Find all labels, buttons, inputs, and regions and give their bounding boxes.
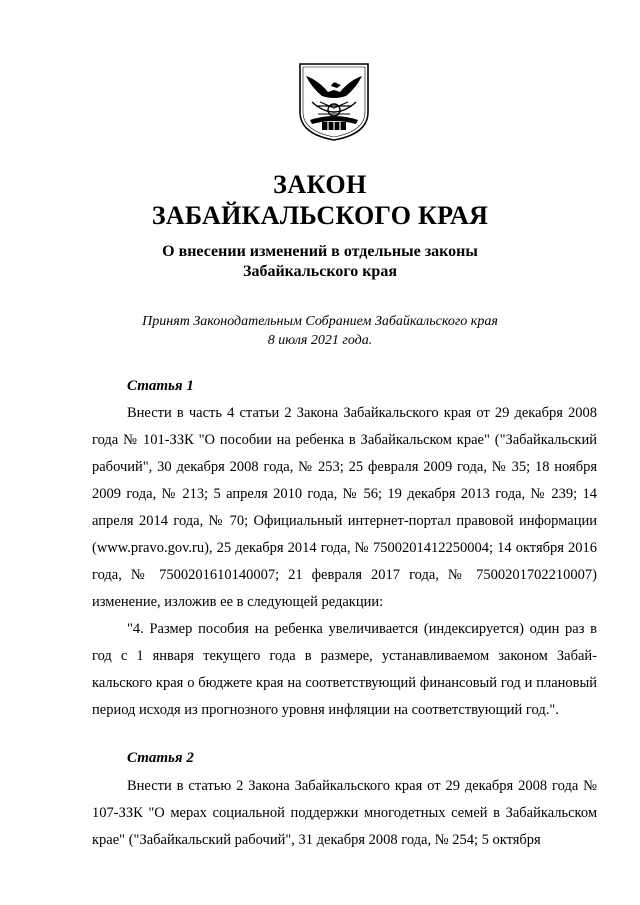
- document-subtitle: [0, 242, 640, 282]
- article-1-body: [92, 400, 597, 724]
- document-title: ЗАКОН: [273, 170, 367, 199]
- article-2-body: [92, 773, 597, 854]
- adoption-note: [0, 312, 640, 350]
- adoption-date: 8 июля 2021 года.: [267, 333, 373, 348]
- adoption-line-1: Принят Законодательным Собранием Забайкальского края: [142, 314, 498, 329]
- article-1-paragraph-2: "4. Размер пособия на ребенка увеличивается (индексируется) один раз в год с 1 января текущего года в размере, устанавливаемом законом Забайкальского края о бюджете края на соответствующий финансовый год и плановый период исходя из прогнозного уровня инфляции на соответствующий год.".: [92, 621, 597, 718]
- article-1-paragraph-1: Внести в часть 4 статьи 2 Закона Забайкальского края от 29 декабря 2008 года № 101-ЗЗК "О пособии на ребенка в Забайкальском крае" ("Забайкальский рабочий", 30 декабря 2008 года, № 253; 25 февраля 2009 года, № 35; 18 ноября 2009 года, № 213; 5 апреля 2010 года, № 56; 19 декабря 2013 года, № 239; 14 апреля 2014 года, № 70; Официальный интернет-портал правовой информации (www.pravo.gov.ru), 25 декабря 2014 года, № 7500201412250004; 14 октября 2016 года, № 7500201610140007; 21 февраля 2017 года, № 7500201702210007) изменение, изложив ее в следующей редакции:: [92, 405, 597, 610]
- article-2-paragraph-1: Внести в статью 2 Закона Забайкальского края от 29 декабря 2008 года № 107-ЗЗК "О мерах социальной поддержки многодетных семей в Забайкальском крае" ("Забайкальский рабочий", 31 декабря 2008 года, № 254; 5 октября: [92, 778, 597, 848]
- article-1-heading: Статья 1: [127, 378, 194, 394]
- coat-of-arms-emblem: [298, 62, 370, 142]
- article-2-heading: Статья 2: [127, 750, 194, 766]
- subtitle-line-1: О внесении изменений в отдельные законы: [162, 243, 478, 260]
- subtitle-line-2: Забайкальского края: [243, 263, 397, 280]
- document-title-region: ЗАБАЙКАЛЬСКОГО КРАЯ: [151, 201, 489, 230]
